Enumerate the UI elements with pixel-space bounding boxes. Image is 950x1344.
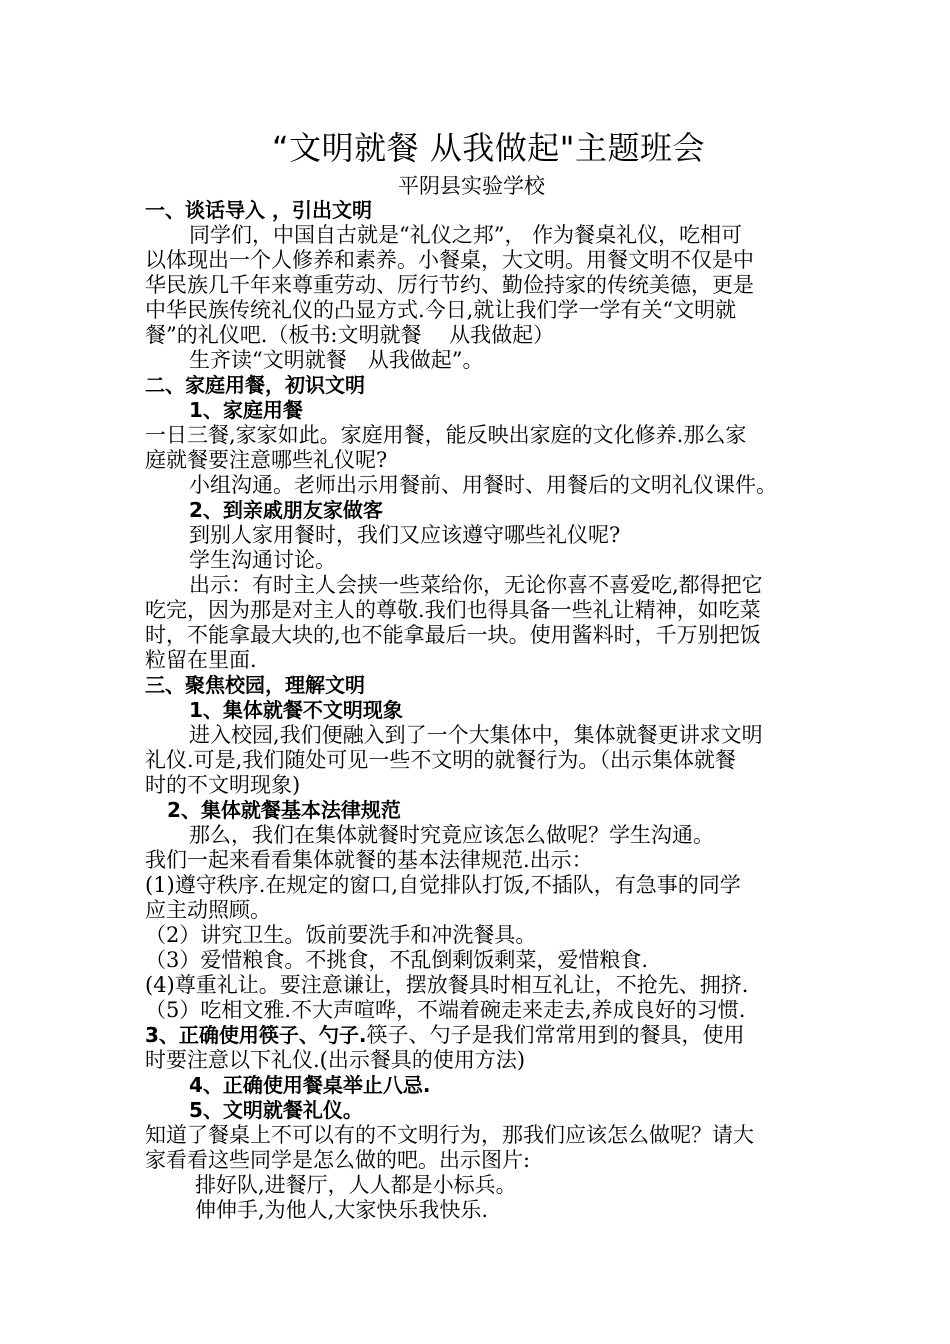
list-item-continued: 应主动照顾。 bbox=[145, 898, 271, 922]
paragraph-line: 家看看这些同学是怎么做的吧。出示图片: bbox=[145, 1148, 531, 1172]
mixed-heading-bold: 3、正确使用筷子、勺子. bbox=[145, 1023, 367, 1047]
paragraph-line: 到别人家用餐时，我们又应该遵守哪些礼仪呢? bbox=[189, 523, 621, 547]
list-item: (1)遵守秩序.在规定的窗口,自觉排队打饭,不插队，有急事的同学 bbox=[145, 873, 741, 897]
paragraph-line: 排好队,进餐厅，人人都是小标兵。 bbox=[195, 1173, 517, 1197]
paragraph-line: 礼仪.可是,我们随处可见一些不文明的就餐行为。（出示集体就餐 bbox=[145, 748, 736, 772]
subsection-heading: 1、家庭用餐 bbox=[189, 398, 303, 422]
paragraph-line: 时的不文明现象) bbox=[145, 773, 301, 797]
mixed-heading-rest: 筷子、勺子是我们常常用到的餐具，使用 bbox=[366, 1023, 745, 1047]
list-item: （3）爱惜粮食。不挑食，不乱倒剩饭剩菜，爱惜粮食. bbox=[145, 948, 649, 972]
paragraph-line: 生齐读“文明就餐 从我做起”。 bbox=[189, 348, 484, 372]
paragraph-line: 出示：有时主人会挟一些菜给你，无论你喜不喜爱吃,都得把它 bbox=[189, 573, 763, 597]
document-body bbox=[145, 198, 813, 1223]
list-item: (4)尊重礼让。要注意谦让，摆放餐具时相互礼让，不抢先、拥挤. bbox=[145, 973, 749, 997]
paragraph-line: 餐”的礼仪吧.（板书:文明就餐 从我做起） bbox=[145, 323, 555, 347]
paragraph-line: 学生沟通讨论。 bbox=[189, 548, 336, 572]
paragraph-line: 华民族几千年来尊重劳动、厉行节约、勤俭持家的传统美德，更是 bbox=[145, 273, 754, 297]
paragraph-line: 一日三餐,家家如此。家庭用餐，能反映出家庭的文化修养.那么家 bbox=[145, 423, 747, 447]
paragraph-line: 时，不能拿最大块的,也不能拿最后一块。使用酱料时，千万别把饭 bbox=[145, 623, 761, 647]
mixed-heading-line bbox=[145, 1023, 813, 1048]
document-subtitle: 平阴县实验学校 bbox=[398, 174, 545, 198]
subsection-heading: 2、集体就餐基本法律规范 bbox=[167, 798, 401, 822]
paragraph-line: 粒留在里面. bbox=[145, 648, 257, 672]
paragraph-line: 我们一起来看看集体就餐的基本法律规范.出示： bbox=[145, 848, 593, 872]
section-heading: 二、家庭用餐，初识文明 bbox=[145, 373, 365, 397]
paragraph-line: 知道了餐桌上不可以有的不文明行为，那我们应该怎么做呢？请大 bbox=[145, 1123, 754, 1147]
subsection-heading: 5、文明就餐礼仪。 bbox=[189, 1098, 363, 1122]
document-title: “文明就餐 从我做起"主题班会 bbox=[272, 129, 705, 167]
section-heading: 一、谈话导入 ，引出文明 bbox=[145, 198, 372, 222]
paragraph-line: 吃完，因为那是对主人的尊敬.我们也得具备一些礼让精神，如吃菜 bbox=[145, 598, 761, 622]
paragraph-line: 庭就餐要注意哪些礼仪呢? bbox=[145, 448, 388, 472]
paragraph-line: 时要注意以下礼仪.(出示餐具的使用方法) bbox=[145, 1048, 526, 1072]
paragraph-line: 小组沟通。老师出示用餐前、用餐时、用餐后的文明礼仪课件。 bbox=[189, 473, 777, 497]
paragraph-line: 那么，我们在集体就餐时究竟应该怎么做呢？学生沟通。 bbox=[189, 823, 714, 847]
paragraph-line: 同学们，中国自古就是“礼仪之邦”， 作为餐桌礼仪，吃相可 bbox=[189, 223, 743, 247]
list-item: （5）吃相文雅.不大声喧哗，不端着碗走来走去,养成良好的习惯. bbox=[145, 998, 746, 1022]
list-item: （2）讲究卫生。饭前要洗手和冲洗餐具。 bbox=[145, 923, 537, 947]
section-heading: 三、聚焦校园，理解文明 bbox=[145, 673, 365, 697]
paragraph-line: 进入校园,我们便融入到了一个大集体中，集体就餐更讲求文明 bbox=[189, 723, 763, 747]
paragraph-line: 伸伸手,为他人,大家快乐我快乐. bbox=[195, 1198, 489, 1222]
subsection-heading: 4、正确使用餐桌举止八忌. bbox=[189, 1073, 431, 1097]
paragraph-line: 中华民族传统礼仪的凸显方式.今日,就让我们学一学有关“文明就 bbox=[145, 298, 737, 322]
subsection-heading: 1、集体就餐不文明现象 bbox=[189, 698, 403, 722]
paragraph-line: 以体现出一个人修养和素养。小餐桌，大文明。用餐文明不仅是中 bbox=[145, 248, 754, 272]
subsection-heading: 2、到亲戚朋友家做客 bbox=[189, 498, 383, 522]
